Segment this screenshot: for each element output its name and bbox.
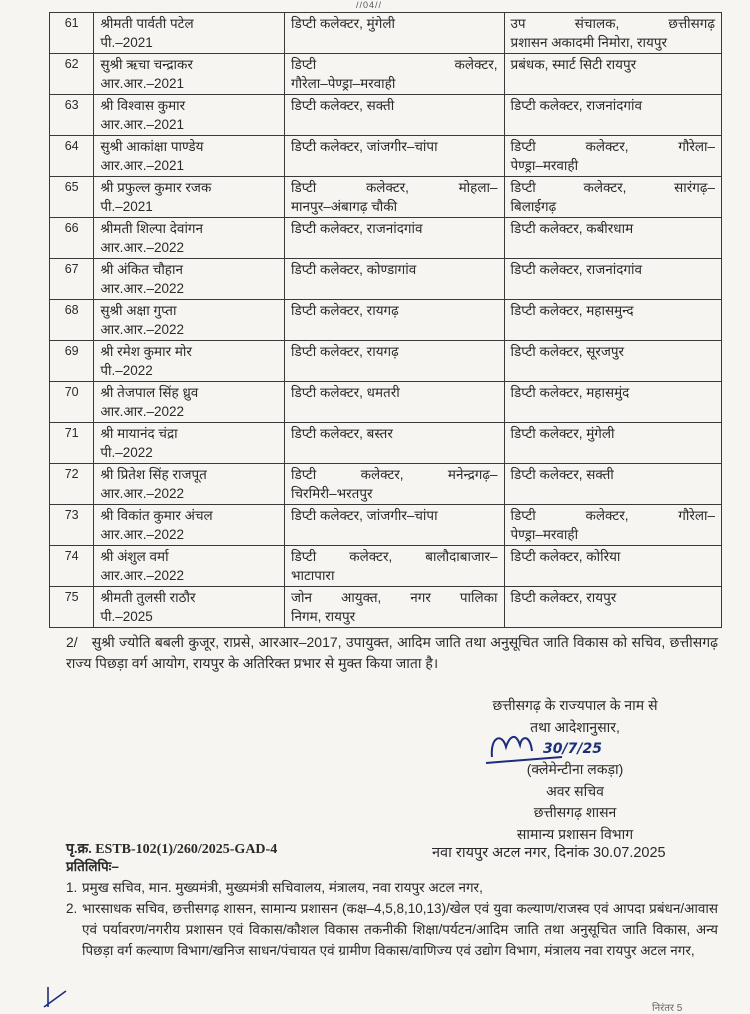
officer-name: श्री रमेश कुमार मोर xyxy=(100,344,192,359)
copy-item xyxy=(66,877,718,898)
new-posting-cell xyxy=(504,177,721,218)
serial-number: 62 xyxy=(64,57,79,71)
new-posting-cell xyxy=(504,587,721,628)
table-row xyxy=(50,341,722,382)
serial-number: 61 xyxy=(64,16,79,30)
current-posting-cell xyxy=(284,136,504,177)
current-posting-line: डिप्टी कलेक्टर, रायगढ़ xyxy=(290,303,399,318)
new-posting-cell xyxy=(504,136,721,177)
current-posting-cell xyxy=(284,341,504,382)
current-posting-cell xyxy=(284,505,504,546)
officer-cell xyxy=(94,546,285,587)
continuation-mark: निरंतर 5 xyxy=(652,1003,683,1014)
serial-number-cell xyxy=(50,382,94,423)
current-posting-line: गौरेला–पेण्ड्रा–मरवाही xyxy=(290,76,396,91)
serial-number-cell xyxy=(50,136,94,177)
new-posting-line: डिप्टी कलेक्टर, गौरेला– xyxy=(510,139,715,154)
new-posting-cell xyxy=(504,300,721,341)
serial-number-cell xyxy=(50,95,94,136)
serial-number: 64 xyxy=(64,139,79,153)
current-posting-line: डिप्टी कलेक्टर, सक्ती xyxy=(290,98,395,113)
officer-cell xyxy=(94,218,285,259)
officer-batch: आर.आर.–2022 xyxy=(100,322,184,337)
serial-number-cell xyxy=(50,259,94,300)
current-posting-line: डिप्टी कलेक्टर, मुंगेली xyxy=(290,16,396,31)
officer-batch: पी.–2021 xyxy=(100,35,153,50)
initial-mark-icon xyxy=(42,985,72,1011)
current-posting-cell xyxy=(284,177,504,218)
new-posting-line: बिलाईगढ़ xyxy=(510,199,557,214)
new-posting-line: प्रशासन अकादमी निमोरा, रायपुर xyxy=(510,35,668,50)
current-posting-cell xyxy=(284,546,504,587)
new-posting-cell xyxy=(504,423,721,464)
signature-block xyxy=(440,695,710,845)
new-posting-line: डिप्टी कलेक्टर, महासमुन्द xyxy=(510,303,634,318)
serial-number: 69 xyxy=(64,344,79,358)
current-posting-line: डिप्टी कलेक्टर, राजनांदगांव xyxy=(290,221,423,236)
serial-number-cell xyxy=(50,505,94,546)
signatory-government: छत्तीसगढ़ शासन xyxy=(533,804,617,820)
current-posting-line: डिप्टी कलेक्टर, धमतरी xyxy=(290,385,400,400)
table-row xyxy=(50,54,722,95)
current-posting-line: मानपुर–अंबागढ़ चौकी xyxy=(290,199,398,214)
current-posting-cell xyxy=(284,13,504,54)
current-posting-line: भाटापारा xyxy=(290,568,335,583)
serial-number: 67 xyxy=(64,262,79,276)
officer-batch: आर.आर.–2022 xyxy=(100,527,184,542)
current-posting-line: डिप्टी कलेक्टर, जांजगीर–चांपा xyxy=(290,139,438,154)
signatory-department: सामान्य प्रशासन विभाग xyxy=(516,825,634,842)
officer-name: श्री विश्वास कुमार xyxy=(100,98,186,113)
serial-number-cell xyxy=(50,13,94,54)
officer-name: सुश्री ऋचा चन्द्राकर xyxy=(100,57,193,72)
serial-number-cell xyxy=(50,546,94,587)
serial-number: 71 xyxy=(64,426,79,440)
serial-number: 65 xyxy=(64,180,79,194)
officer-batch: पी.–2022 xyxy=(100,363,153,378)
officer-batch: आर.आर.–2021 xyxy=(100,158,184,173)
new-posting-line: डिप्टी कलेक्टर, सक्ती xyxy=(510,467,614,482)
new-posting-line: प्रबंधक, स्मार्ट सिटी रायपुर xyxy=(510,57,637,72)
new-posting-line: डिप्टी कलेक्टर, सूरजपुर xyxy=(510,344,625,359)
new-posting-cell xyxy=(504,546,721,587)
new-posting-cell xyxy=(504,13,721,54)
paragraph-number: 2/ xyxy=(66,634,78,650)
current-posting-line: जोन आयुक्त, नगर पालिका xyxy=(290,590,498,605)
copy-list xyxy=(66,877,718,961)
new-posting-line: पेण्ड्रा–मरवाही xyxy=(510,527,579,542)
serial-number: 66 xyxy=(64,221,79,235)
officer-name: श्री प्रफुल्ल कुमार रजक xyxy=(100,180,212,195)
transfer-table xyxy=(49,12,722,628)
officer-name: श्री तेजपाल सिंह ध्रुव xyxy=(100,385,199,400)
new-posting-line: डिप्टी कलेक्टर, महासमुंद xyxy=(510,385,630,400)
current-posting-cell xyxy=(284,218,504,259)
serial-number-cell xyxy=(50,341,94,382)
officer-batch: आर.आर.–2022 xyxy=(100,240,184,255)
officer-cell xyxy=(94,259,285,300)
table-row xyxy=(50,382,722,423)
officer-cell xyxy=(94,382,285,423)
officer-batch: आर.आर.–2021 xyxy=(100,76,184,91)
officer-batch: आर.आर.–2022 xyxy=(100,281,184,296)
new-posting-cell xyxy=(504,464,721,505)
current-posting-cell xyxy=(284,423,504,464)
current-posting-line: डिप्टी कलेक्टर, कोण्डागांव xyxy=(290,262,417,277)
copy-item xyxy=(66,898,718,961)
copy-item-text: भारसाधक सचिव, छत्तीसगढ़ शासन, सामान्य प्रशासन (कक्ष–4,5,8,10,13)/खेल एवं युवा कल्याण/राजस्व एवं आपदा प्रबंधन/आवास एवं पर्यावरण/नगरीय प्रशासन एवं विकास/कौशल विकास तकनीकी शिक्षा/पर्यटन/आदिम जाति तथा अनुसूचित जाति विकास, अन्य पिछड़ा वर्ग कल्याण विभाग/खनिज साधन/पंचायत एवं ग्रामीण विकास/वाणिज्य एवं उद्योग विभाग, मंत्रालय नवा रायपुर अटल नगर, xyxy=(82,901,718,958)
serial-number: 72 xyxy=(64,467,79,481)
new-posting-line: उप संचालक, छत्तीसगढ़ xyxy=(510,16,715,31)
serial-number-cell xyxy=(50,300,94,341)
officer-batch: आर.आर.–2021 xyxy=(100,117,184,132)
new-posting-cell xyxy=(504,218,721,259)
serial-number-cell xyxy=(50,464,94,505)
new-posting-line: डिप्टी कलेक्टर, सारंगढ़– xyxy=(510,180,715,195)
authority-line-2: तथा आदेशानुसार, xyxy=(530,718,620,735)
officer-cell xyxy=(94,464,285,505)
signatory-name: (क्लेमेन्टीना लकड़ा) xyxy=(526,761,624,777)
table-row xyxy=(50,505,722,546)
copy-item-number: 2. xyxy=(66,901,78,916)
paragraph-text: सुश्री ज्योति बबली कुजूर, राप्रसे, आरआर–2017, उपायुक्त, आदिम जाति तथा अनुसूचित जाति विकास को सचिव, छत्तीसगढ़ राज्य पिछड़ा वर्ग आयोग, रायपुर के अतिरिक्त प्रभार से मुक्त किया जाता है। xyxy=(66,634,718,671)
officer-name: श्रीमती पार्वती पटेल xyxy=(100,16,194,31)
new-posting-line: डिप्टी कलेक्टर, गौरेला– xyxy=(510,508,715,523)
officer-cell xyxy=(94,54,285,95)
officer-batch: आर.आर.–2022 xyxy=(100,568,184,583)
copy-label: प्रतिलिपिः– xyxy=(66,859,119,874)
officer-name: सुश्री आकांक्षा पाण्डेय xyxy=(100,139,204,154)
serial-number: 63 xyxy=(64,98,79,112)
serial-number: 75 xyxy=(64,590,79,604)
officer-cell xyxy=(94,95,285,136)
transfer-table-body xyxy=(50,13,722,628)
officer-name: श्री अंकित चौहान xyxy=(100,262,183,277)
new-posting-line: डिप्टी कलेक्टर, कोरिया xyxy=(510,549,621,564)
new-posting-line: डिप्टी कलेक्टर, राजनांदगांव xyxy=(510,262,643,277)
serial-number-cell xyxy=(50,177,94,218)
serial-number-cell xyxy=(50,218,94,259)
new-posting-cell xyxy=(504,382,721,423)
table-row xyxy=(50,218,722,259)
current-posting-line: डिप्टी कलेक्टर, रायगढ़ xyxy=(290,344,399,359)
signatory-designation: अवर सचिव xyxy=(546,782,604,799)
new-posting-line: पेण्ड्रा–मरवाही xyxy=(510,158,579,173)
current-posting-cell xyxy=(284,54,504,95)
place-date: नवा रायपुर अटल नगर, दिनांक 30.07.2025 xyxy=(432,845,666,861)
new-posting-line: डिप्टी कलेक्टर, मुंगेली xyxy=(510,426,615,441)
table-row xyxy=(50,300,722,341)
table-row xyxy=(50,464,722,505)
officer-name: सुश्री अक्षा गुप्ता xyxy=(100,303,177,318)
current-posting-line: चिरमिरी–भरतपुर xyxy=(290,486,373,501)
officer-cell xyxy=(94,505,285,546)
officer-batch: पी.–2022 xyxy=(100,445,153,460)
authority-line-1: छत्तीसगढ़ के राज्यपाल के नाम से xyxy=(492,697,658,713)
current-posting-cell xyxy=(284,259,504,300)
new-posting-cell xyxy=(504,259,721,300)
new-posting-line: डिप्टी कलेक्टर, कबीरधाम xyxy=(510,221,634,236)
current-posting-line: डिप्टी कलेक्टर, मोहला– xyxy=(290,180,498,195)
officer-cell xyxy=(94,13,285,54)
officer-cell xyxy=(94,341,285,382)
serial-number: 70 xyxy=(64,385,79,399)
table-row xyxy=(50,587,722,628)
current-posting-line: डिप्टी कलेक्टर, बालौदाबाजार– xyxy=(290,549,498,564)
current-posting-cell xyxy=(284,95,504,136)
current-posting-line: डिप्टी कलेक्टर, मनेन्द्रगढ़– xyxy=(290,467,498,482)
current-posting-line: डिप्टी कलेक्टर, xyxy=(290,57,498,72)
table-row xyxy=(50,13,722,54)
serial-number-cell xyxy=(50,54,94,95)
current-posting-cell xyxy=(284,464,504,505)
new-posting-line: डिप्टी कलेक्टर, रायपुर xyxy=(510,590,617,605)
officer-cell xyxy=(94,177,285,218)
officer-cell xyxy=(94,300,285,341)
officer-cell xyxy=(94,423,285,464)
serial-number-cell xyxy=(50,423,94,464)
serial-number-cell xyxy=(50,587,94,628)
page-number: //04// xyxy=(356,0,383,10)
officer-cell xyxy=(94,136,285,177)
new-posting-cell xyxy=(504,341,721,382)
new-posting-line: डिप्टी कलेक्टर, राजनांदगांव xyxy=(510,98,643,113)
paragraph-2 xyxy=(66,632,718,674)
table-row xyxy=(50,546,722,587)
officer-batch: पी.–2025 xyxy=(100,609,153,624)
table-row xyxy=(50,177,722,218)
table-row xyxy=(50,423,722,464)
handwritten-date: 30/7/25 xyxy=(543,741,602,757)
current-posting-line: निगम, रायपुर xyxy=(290,609,356,624)
serial-number: 73 xyxy=(64,508,79,522)
current-posting-line: डिप्टी कलेक्टर, जांजगीर–चांपा xyxy=(290,508,438,523)
copy-item-number: 1. xyxy=(66,880,78,895)
officer-name: श्रीमती तुलसी राठौर xyxy=(100,590,196,605)
officer-name: श्री विकांत कुमार अंचल xyxy=(100,508,213,523)
current-posting-cell xyxy=(284,382,504,423)
serial-number: 74 xyxy=(64,549,79,563)
officer-batch: आर.आर.–2022 xyxy=(100,486,184,501)
officer-cell xyxy=(94,587,285,628)
current-posting-line: डिप्टी कलेक्टर, बस्तर xyxy=(290,426,393,441)
officer-name: श्रीमती शिल्पा देवांगन xyxy=(100,221,204,236)
copy-item-text: प्रमुख सचिव, मान. मुख्यमंत्री, मुख्यमंत्री सचिवालय, मंत्रालय, नवा रायपुर अटल नगर, xyxy=(82,880,483,895)
table-row xyxy=(50,136,722,177)
officer-name: श्री मायानंद चंद्रा xyxy=(100,426,178,441)
table-row xyxy=(50,95,722,136)
table-row xyxy=(50,259,722,300)
officer-name: श्री अंशुल वर्मा xyxy=(100,549,169,564)
reference-number: पृ.क्र. ESTB-102(1)/260/2025-GAD-4 xyxy=(66,842,278,857)
officer-batch: आर.आर.–2022 xyxy=(100,404,184,419)
current-posting-cell xyxy=(284,587,504,628)
officer-batch: पी.–2021 xyxy=(100,199,153,214)
new-posting-cell xyxy=(504,54,721,95)
new-posting-cell xyxy=(504,95,721,136)
officer-name: श्री प्रितेश सिंह राजपूत xyxy=(100,467,207,482)
serial-number: 68 xyxy=(64,303,79,317)
new-posting-cell xyxy=(504,505,721,546)
current-posting-cell xyxy=(284,300,504,341)
